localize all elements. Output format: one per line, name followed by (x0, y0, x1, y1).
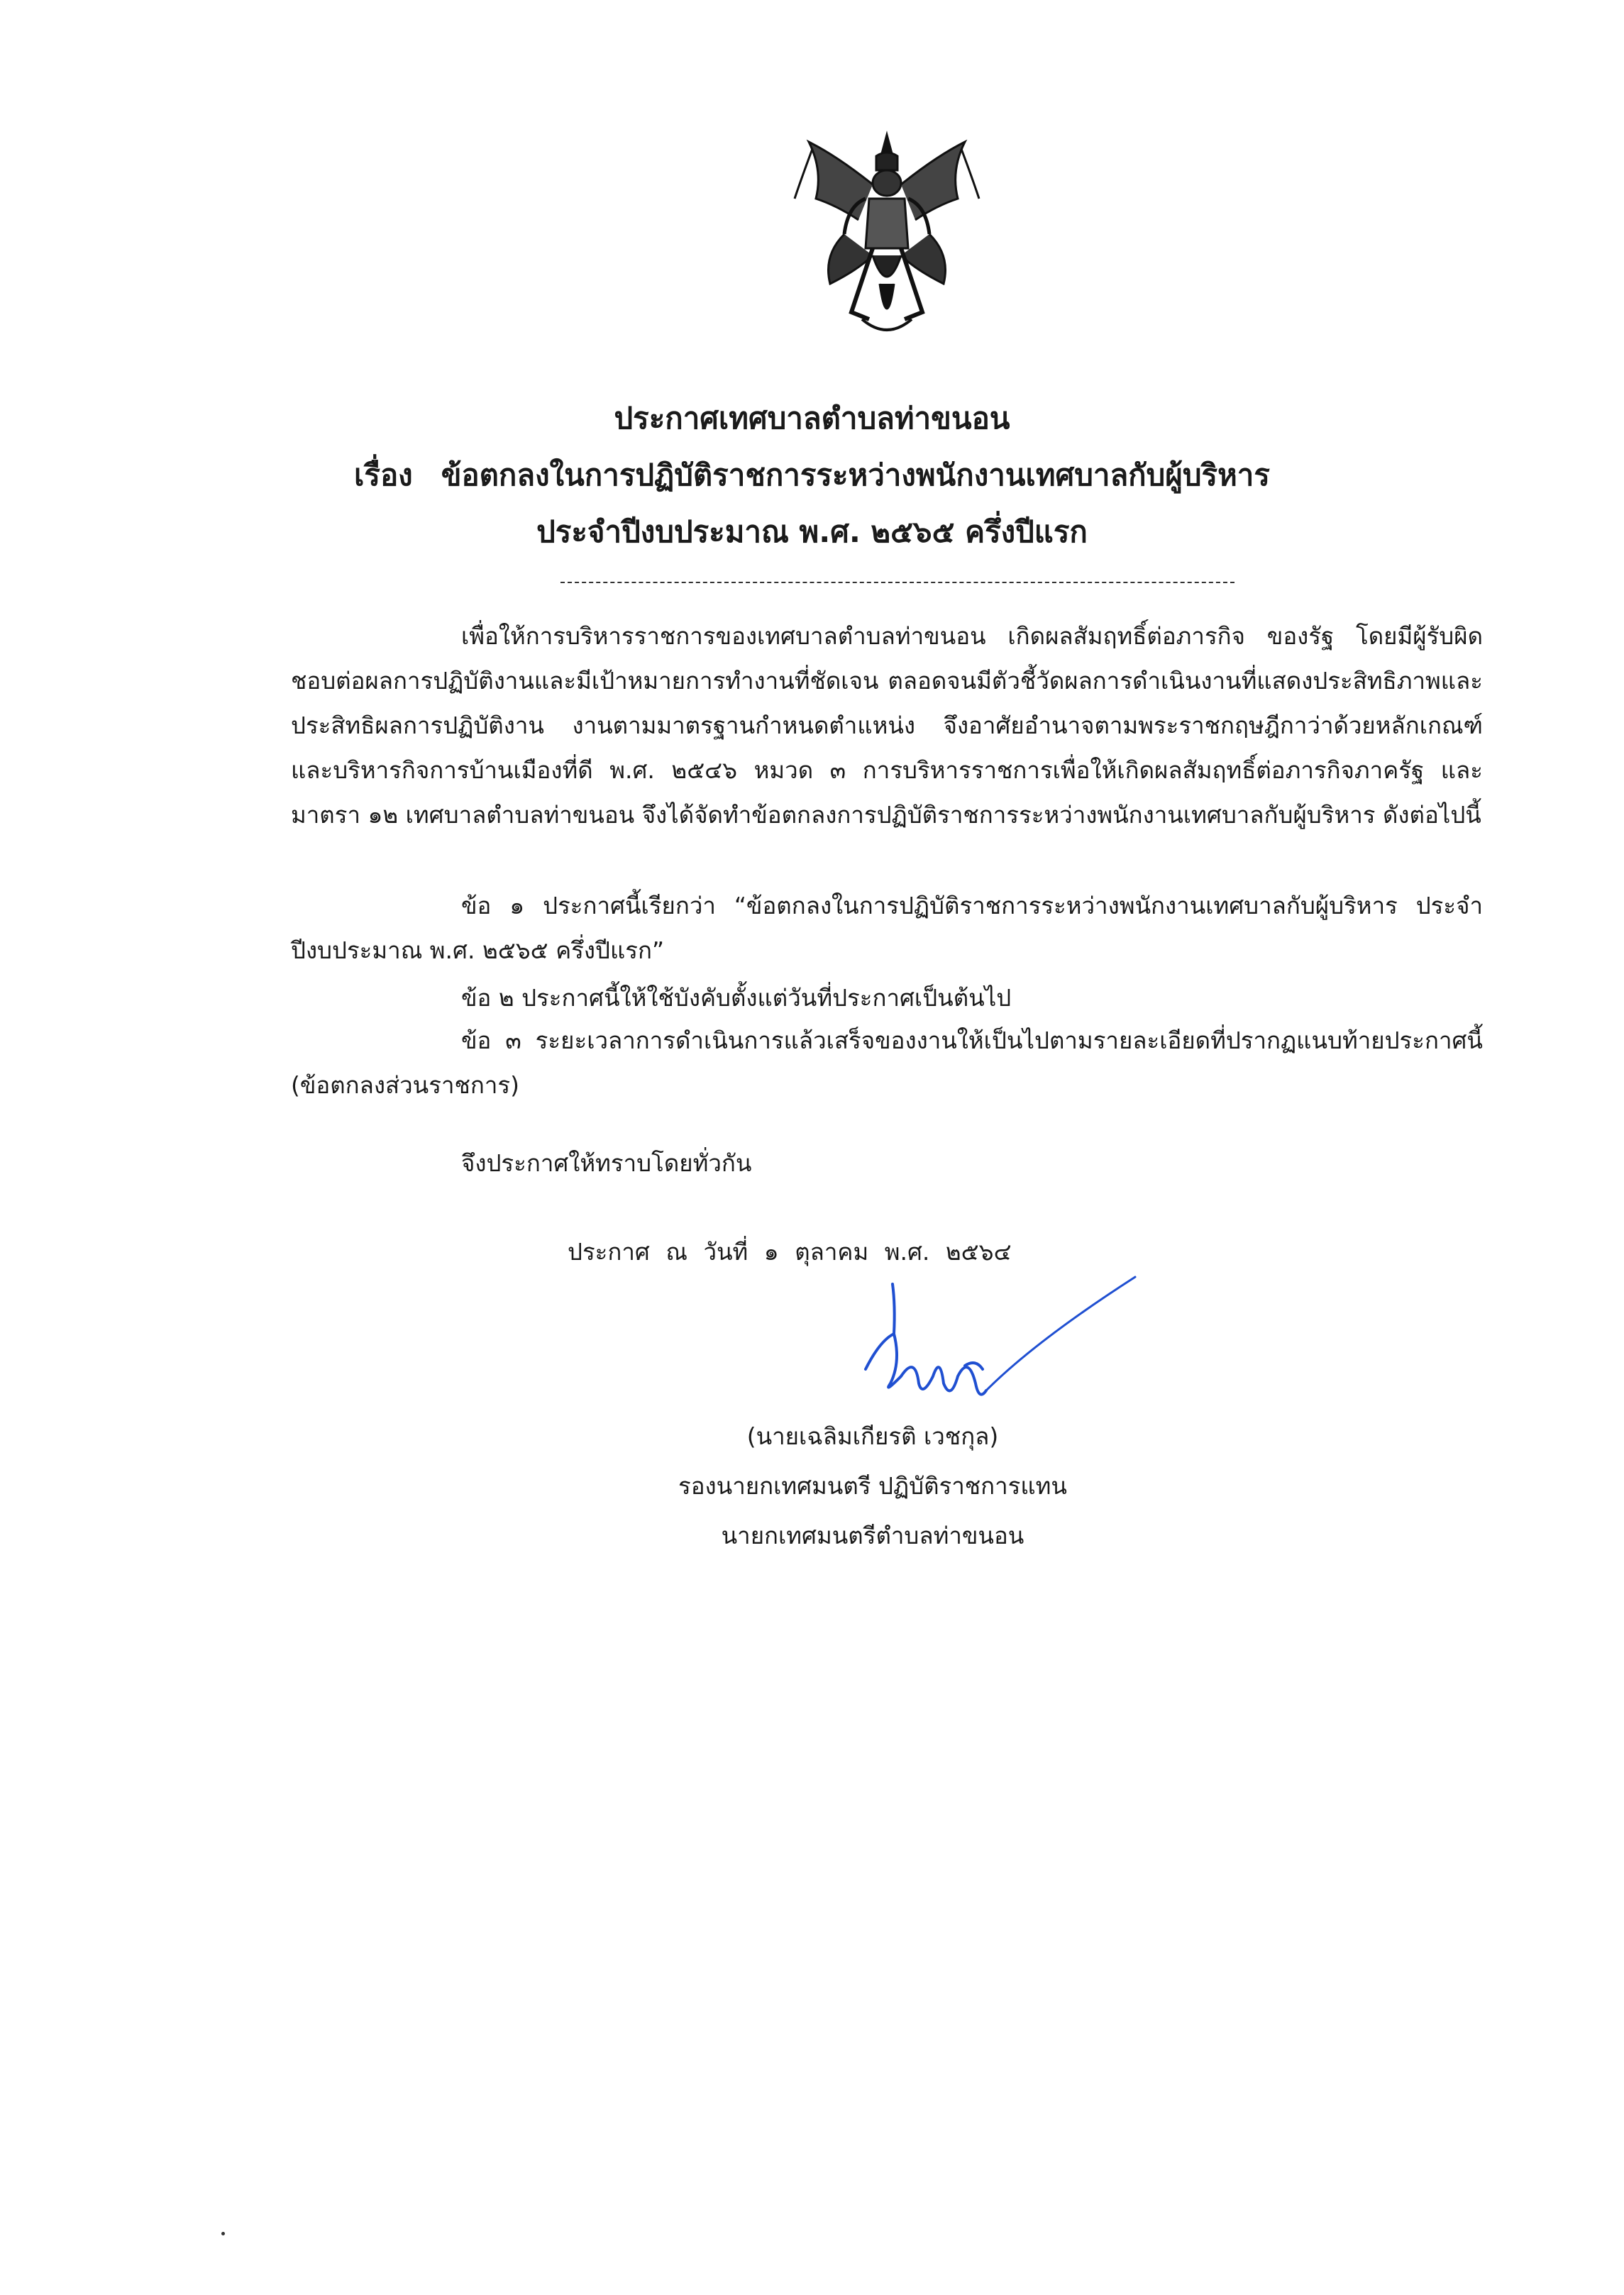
handwritten-signature (851, 1270, 1149, 1433)
clause-2: ข้อ ๒ ประกาศนี้ให้ใช้บังคับตั้งแต่วันที่ประกาศเป็นต้นไป (461, 984, 1012, 1012)
signatory-position: รองนายกเทศมนตรี ปฏิบัติราชการแทน (678, 1472, 1067, 1500)
signatory-name: (นายเฉลิมเกียรติ เวชกุล) (746, 1422, 999, 1450)
signatory-position-2: นายกเทศมนตรีตำบลท่าขนอน (721, 1522, 1024, 1549)
subject-text: ข้อตกลงในการปฏิบัติราชการระหว่างพนักงานเทศบาลกับผู้บริหาร (441, 458, 1270, 492)
announcement-title: ประกาศเทศบาลตำบลท่าขนอน (614, 401, 1010, 436)
subject-line (0, 454, 1624, 497)
garuda-emblem-icon (780, 128, 993, 341)
title-divider (560, 582, 1234, 583)
scan-speck (221, 2232, 225, 2235)
closing-announcement: จึงประกาศให้ทราบโดยทั่วกัน (461, 1149, 752, 1177)
clause-1: ข้อ ๑ ประกาศนี้เรียกว่า “ข้อตกลงในการปฏิบัติราชการระหว่างพนักงานเทศบาลกับผู้บริหาร ประจำปีงบประมาณ พ.ศ. ๒๕๖๕ ครึ่งปีแรก” (291, 892, 1483, 964)
announcement-date: ประกาศ ณ วันที่ ๑ ตุลาคม พ.ศ. ๒๕๖๔ (568, 1238, 1012, 1266)
subject-line-2: ประจำปีงบประมาณ พ.ศ. ๒๕๖๕ ครึ่งปีแรก (536, 514, 1088, 549)
subject-label: เรื่อง (354, 458, 413, 492)
intro-paragraph: เพื่อให้การบริหารราชการของเทศบาลตำบลท่าขนอน เกิดผลสัมฤทธิ์ต่อภารกิจ ของรัฐ โดยมีผู้รับผิดชอบต่อผลการปฏิบัติงานและมีเป้าหมายการทำงานที่ชัดเจน ตลอดจนมีตัวชี้วัดผลการดำเนินงานที่แสดงประสิทธิภาพและประสิทธิผลการปฏิบัติงาน งานตามมาตรฐานกำหนดตำแหน่ง จึงอาศัยอำนาจตามพระราชกฤษฎีกาว่าด้วยหลักเกณฑ์และบริหารกิจการบ้านเมืองที่ดี พ.ศ. ๒๕๔๖ หมวด ๓ การบริหารราชการเพื่อให้เกิดผลสัมฤทธิ์ต่อภารกิจภาครัฐ และมาตรา ๑๒ เทศบาลตำบลท่าขนอน จึงได้จัดทำข้อตกลงการปฏิบัติราชการระหว่างพนักงานเทศบาลกับผู้บริหาร ดังต่อไปนี้ (291, 622, 1483, 829)
clause-3: ข้อ ๓ ระยะเวลาการดำเนินการแล้วเสร็จของงานให้เป็นไปตามรายละเอียดที่ปรากฏแนบท้ายประกาศนี้ (ข้อตกลงส่วนราชการ) (291, 1027, 1483, 1099)
